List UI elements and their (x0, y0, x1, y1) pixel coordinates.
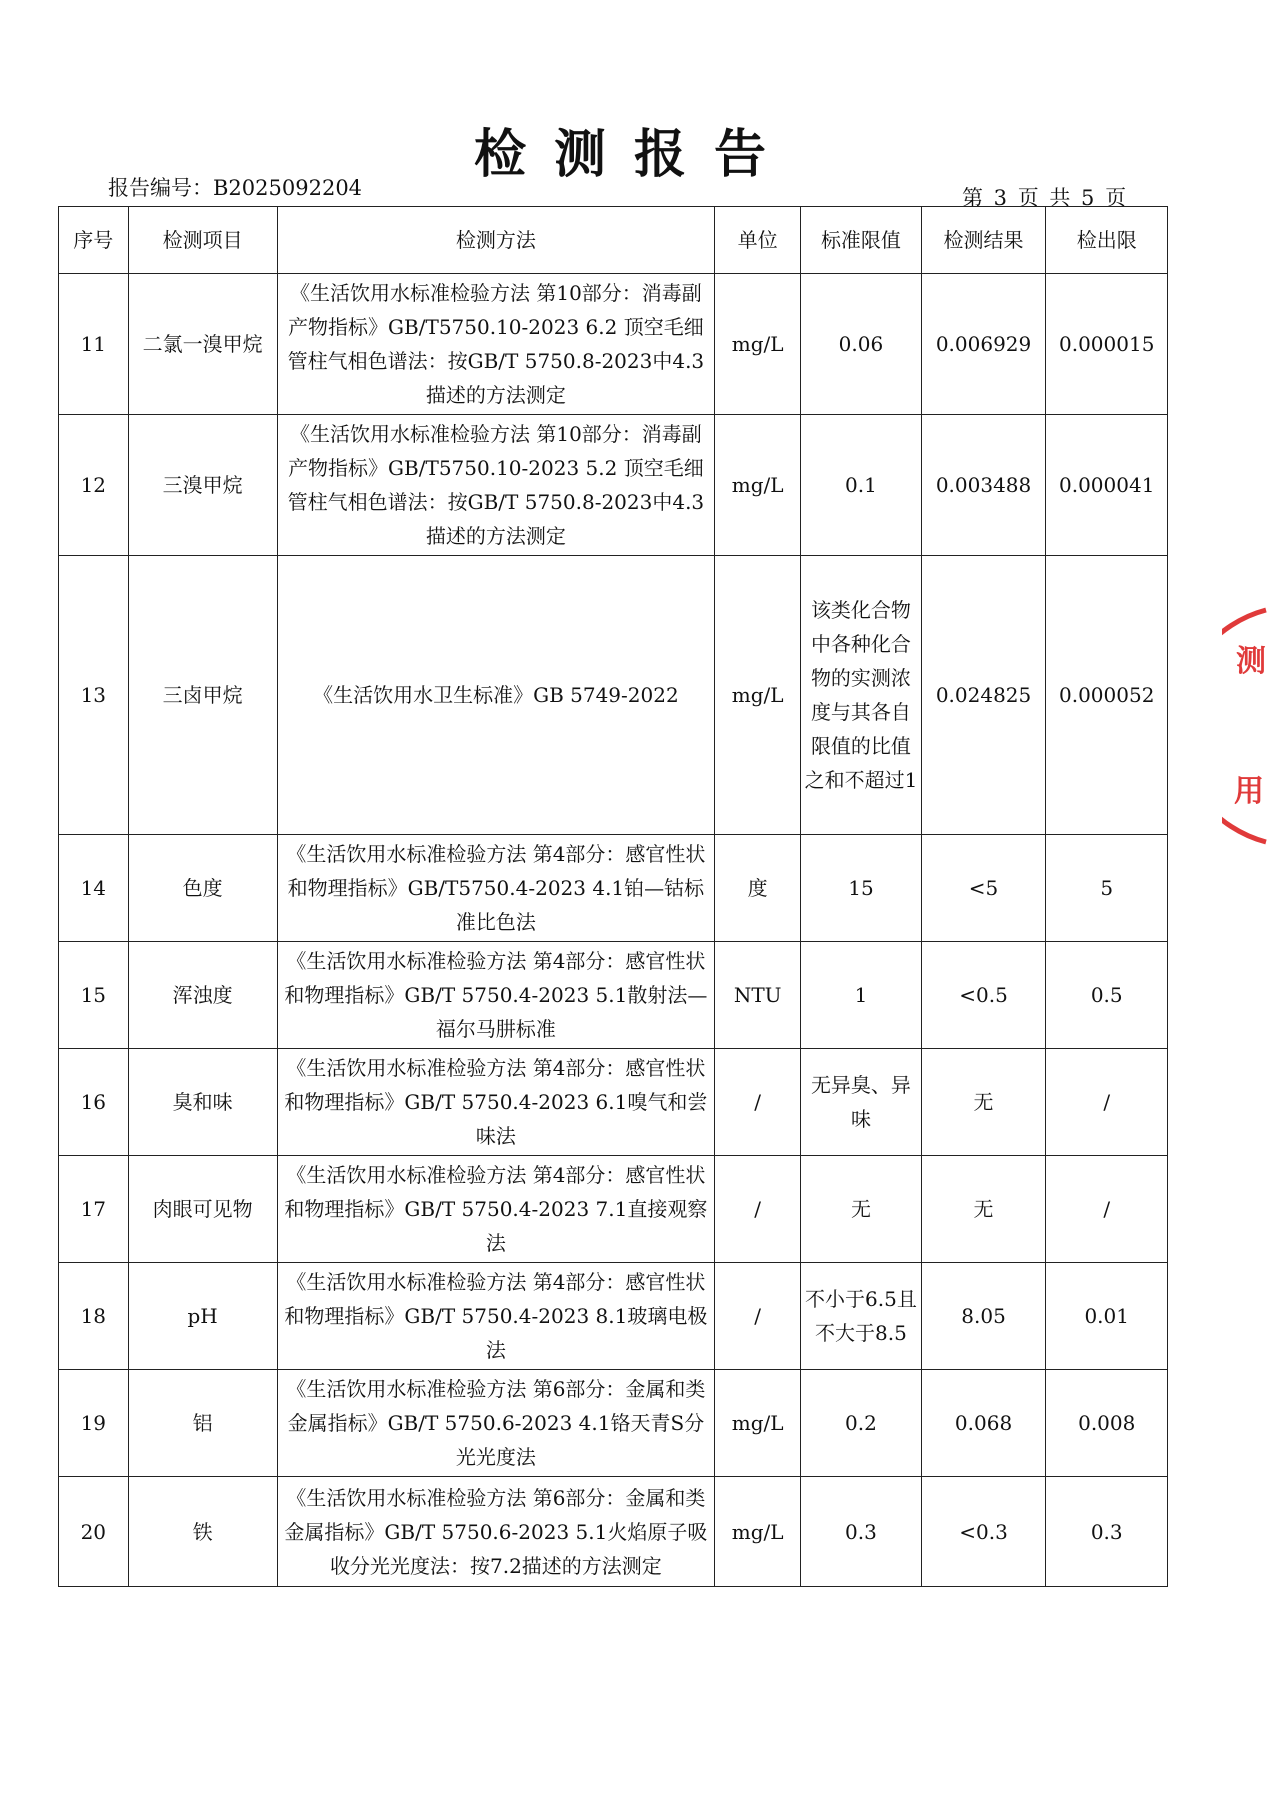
row-method: 《生活饮用水标准检验方法 第6部分：金属和类金属指标》GB/T 5750.6-2023 5.1火焰原子吸收分光光度法：按7.2描述的方法测定 (277, 1477, 714, 1587)
row-result: <5 (921, 835, 1046, 942)
row-item: pH (128, 1263, 277, 1370)
table-row (59, 415, 1168, 556)
row-limit: 1 (801, 942, 921, 1049)
row-result: 8.05 (921, 1263, 1046, 1370)
seal-char: 测 (1236, 644, 1266, 679)
row-limit: 无异臭、异味 (801, 1049, 921, 1156)
row-detection-limit: 0.000041 (1046, 415, 1168, 556)
table-row (59, 274, 1168, 415)
row-unit: 度 (715, 835, 801, 942)
row-limit: 0.1 (801, 415, 921, 556)
row-detection-limit: / (1046, 1156, 1168, 1263)
row-no: 15 (59, 942, 129, 1049)
col-header-unit: 单位 (715, 207, 801, 274)
row-unit: / (715, 1049, 801, 1156)
row-unit: / (715, 1263, 801, 1370)
col-header-no: 序号 (59, 207, 129, 274)
row-method: 《生活饮用水标准检验方法 第4部分：感官性状和物理指标》GB/T 5750.4-2023 7.1直接观察法 (277, 1156, 714, 1263)
row-detection-limit: 5 (1046, 835, 1168, 942)
row-result: 0.003488 (921, 415, 1046, 556)
row-limit: 无 (801, 1156, 921, 1263)
row-item: 三卤甲烷 (128, 556, 277, 835)
report-title: 检测报告 (473, 124, 794, 185)
results-table (58, 206, 1168, 1587)
table-row (59, 1049, 1168, 1156)
row-detection-limit: / (1046, 1049, 1168, 1156)
row-no: 18 (59, 1263, 129, 1370)
col-header-method: 检测方法 (277, 207, 714, 274)
row-item: 铝 (128, 1370, 277, 1477)
col-header-limit: 标准限值 (801, 207, 921, 274)
table-row (59, 1370, 1168, 1477)
row-result: <0.3 (921, 1477, 1046, 1587)
row-limit: 15 (801, 835, 921, 942)
col-header-detection-limit: 检出限 (1046, 207, 1168, 274)
row-method: 《生活饮用水卫生标准》GB 5749-2022 (277, 556, 714, 835)
row-detection-limit: 0.008 (1046, 1370, 1168, 1477)
row-no: 20 (59, 1477, 129, 1587)
row-method: 《生活饮用水标准检验方法 第4部分：感官性状和物理指标》GB/T 5750.4-2023 5.1散射法—福尔马肼标准 (277, 942, 714, 1049)
row-unit: mg/L (715, 1477, 801, 1587)
col-header-result: 检测结果 (921, 207, 1046, 274)
col-header-item: 检测项目 (128, 207, 277, 274)
table-row (59, 1477, 1168, 1587)
row-method: 《生活饮用水标准检验方法 第10部分：消毒副产物指标》GB/T5750.10-2023 6.2 顶空毛细管柱气相色谱法：按GB/T 5750.8-2023中4.3描述的方法测定 (277, 274, 714, 415)
table-row (59, 556, 1168, 835)
row-result: 无 (921, 1156, 1046, 1263)
row-limit: 该类化合物中各种化合物的实测浓度与其各自限值的比值之和不超过1 (801, 556, 921, 835)
table-row (59, 942, 1168, 1049)
row-limit: 0.06 (801, 274, 921, 415)
row-no: 12 (59, 415, 129, 556)
row-unit: mg/L (715, 415, 801, 556)
row-item: 臭和味 (128, 1049, 277, 1156)
row-no: 16 (59, 1049, 129, 1156)
row-item: 肉眼可见物 (128, 1156, 277, 1263)
table-header-row (59, 207, 1168, 274)
row-detection-limit: 0.000015 (1046, 274, 1168, 415)
seal-stamp (1222, 606, 1268, 846)
table-row (59, 835, 1168, 942)
seal-char: 用 (1234, 774, 1264, 809)
row-item: 铁 (128, 1477, 277, 1587)
row-limit: 0.3 (801, 1477, 921, 1587)
row-method: 《生活饮用水标准检验方法 第10部分：消毒副产物指标》GB/T5750.10-2023 5.2 顶空毛细管柱气相色谱法：按GB/T 5750.8-2023中4.3描述的方法测定 (277, 415, 714, 556)
row-no: 13 (59, 556, 129, 835)
row-no: 14 (59, 835, 129, 942)
row-method: 《生活饮用水标准检验方法 第4部分：感官性状和物理指标》GB/T 5750.4-2023 6.1嗅气和尝味法 (277, 1049, 714, 1156)
report-number: 报告编号：B2025092204 (108, 176, 363, 200)
row-unit: mg/L (715, 556, 801, 835)
row-unit: NTU (715, 942, 801, 1049)
table-row (59, 1263, 1168, 1370)
row-result: <0.5 (921, 942, 1046, 1049)
row-detection-limit: 0.5 (1046, 942, 1168, 1049)
row-unit: mg/L (715, 1370, 801, 1477)
row-unit: mg/L (715, 274, 801, 415)
row-item: 浑浊度 (128, 942, 277, 1049)
row-result: 0.006929 (921, 274, 1046, 415)
table-row (59, 1156, 1168, 1263)
row-detection-limit: 0.3 (1046, 1477, 1168, 1587)
row-method: 《生活饮用水标准检验方法 第4部分：感官性状和物理指标》GB/T 5750.4-2023 8.1玻璃电极法 (277, 1263, 714, 1370)
row-no: 11 (59, 274, 129, 415)
row-limit: 不小于6.5且不大于8.5 (801, 1263, 921, 1370)
page-info: 第 3 页 共 5 页 (962, 186, 1129, 210)
row-result: 0.024825 (921, 556, 1046, 835)
row-no: 17 (59, 1156, 129, 1263)
row-result: 无 (921, 1049, 1046, 1156)
row-item: 色度 (128, 835, 277, 942)
row-method: 《生活饮用水标准检验方法 第6部分：金属和类金属指标》GB/T 5750.6-2023 4.1铬天青S分光光度法 (277, 1370, 714, 1477)
row-limit: 0.2 (801, 1370, 921, 1477)
row-result: 0.068 (921, 1370, 1046, 1477)
row-item: 二氯一溴甲烷 (128, 274, 277, 415)
row-detection-limit: 0.000052 (1046, 556, 1168, 835)
row-item: 三溴甲烷 (128, 415, 277, 556)
row-method: 《生活饮用水标准检验方法 第4部分：感官性状和物理指标》GB/T5750.4-2023 4.1铂—钴标准比色法 (277, 835, 714, 942)
row-detection-limit: 0.01 (1046, 1263, 1168, 1370)
row-no: 19 (59, 1370, 129, 1477)
row-unit: / (715, 1156, 801, 1263)
